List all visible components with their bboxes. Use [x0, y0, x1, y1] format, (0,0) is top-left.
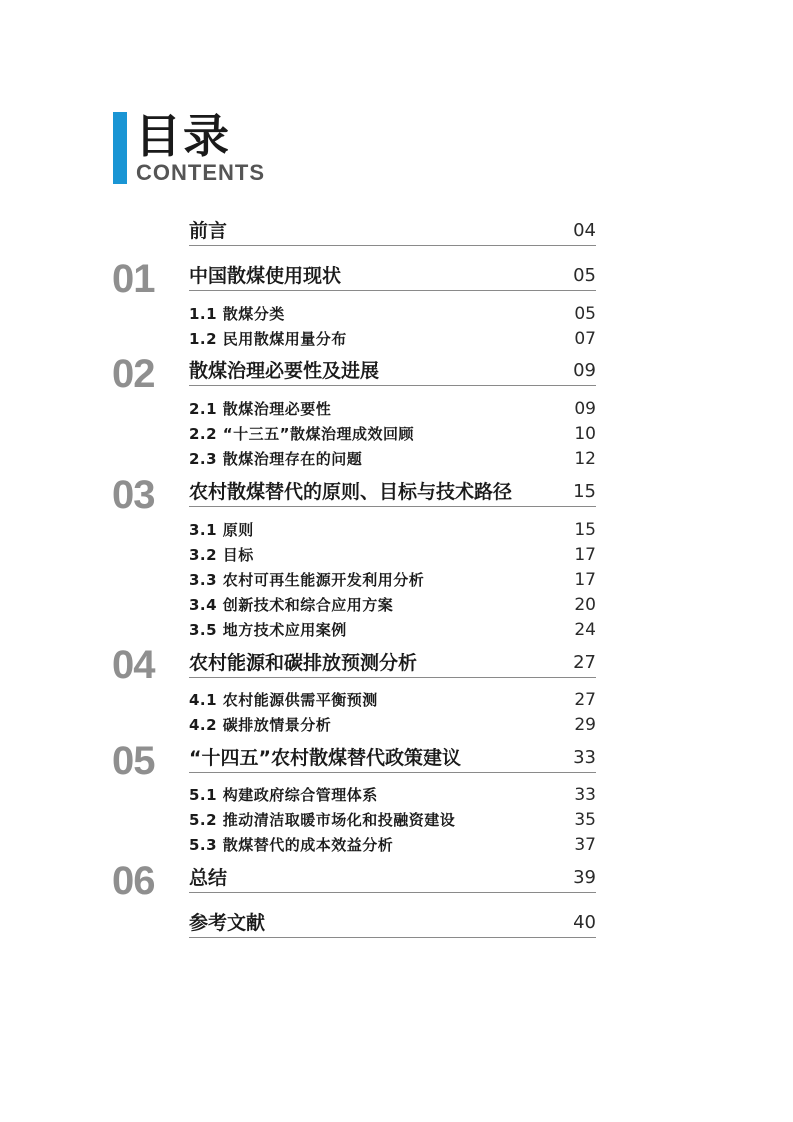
toc-section-label: 3.5 地方技术应用案例: [189, 621, 347, 639]
toc-section-label: 5.1 构建政府综合管理体系: [189, 786, 378, 804]
toc-section-label: 3.4 创新技术和综合应用方案: [189, 596, 394, 614]
toc-section-page: 12: [574, 449, 596, 469]
divider: [189, 385, 596, 386]
toc-section-page: 37: [574, 835, 596, 855]
toc-section-entry[interactable]: [189, 689, 596, 711]
toc-chapter-entry[interactable]: [189, 261, 596, 291]
chapter-number: 06: [112, 859, 155, 903]
divider: [189, 937, 596, 938]
toc-section-label: 4.2 碳排放情景分析: [189, 716, 332, 734]
toc-section-label: 2.3 散煤治理存在的问题: [189, 450, 363, 468]
toc-entry-label: 总结: [189, 867, 228, 889]
toc-entry-page: 09: [573, 360, 596, 381]
page-subtitle: CONTENTS: [136, 160, 265, 185]
toc-entry-label: 农村能源和碳排放预测分析: [189, 652, 418, 674]
toc-chapter-entry[interactable]: [189, 743, 596, 773]
toc-section-label: 3.1 原则: [189, 521, 254, 539]
divider: [189, 892, 596, 893]
toc-entry-page: 39: [573, 867, 596, 888]
toc-entry-references[interactable]: [189, 908, 596, 938]
toc-entry-page: 33: [573, 747, 596, 768]
toc-section-label: 4.1 农村能源供需平衡预测: [189, 691, 378, 709]
toc-section-entry[interactable]: [189, 398, 596, 420]
toc-section-entry[interactable]: [189, 784, 596, 806]
toc-section-page: 05: [574, 304, 596, 324]
toc-chapter-entry[interactable]: [189, 477, 596, 507]
toc-section-page: 17: [574, 570, 596, 590]
toc-section-entry[interactable]: [189, 569, 596, 591]
toc-section-label: 1.1 散煤分类: [189, 305, 285, 323]
toc-section-entry[interactable]: [189, 519, 596, 541]
toc-section-label: 2.2 “十三五”散煤治理成效回顾: [189, 425, 415, 443]
toc-section-page: 10: [574, 424, 596, 444]
toc-entry-label: 中国散煤使用现状: [189, 265, 342, 287]
toc-section-page: 27: [574, 690, 596, 710]
toc-chapter-entry[interactable]: [189, 356, 596, 386]
toc-section-label: 5.3 散煤替代的成本效益分析: [189, 836, 394, 854]
toc-section-entry[interactable]: [189, 834, 596, 856]
toc-section-page: 09: [574, 399, 596, 419]
toc-section-page: 15: [574, 520, 596, 540]
toc-section-label: 5.2 推动清洁取暖市场化和投融资建设: [189, 811, 456, 829]
toc-entry-preface[interactable]: [189, 216, 596, 246]
toc-section-page: 17: [574, 545, 596, 565]
chapter-number: 02: [112, 352, 155, 396]
page-title: 目录: [135, 109, 231, 163]
divider: [189, 506, 596, 507]
toc-entry-label: “十四五”农村散煤替代政策建议: [189, 747, 461, 769]
toc-section-entry[interactable]: [189, 423, 596, 445]
toc-section-page: 24: [574, 620, 596, 640]
toc-section-entry[interactable]: [189, 619, 596, 641]
divider: [189, 245, 596, 246]
chapter-number: 03: [112, 473, 155, 517]
divider: [189, 772, 596, 773]
chapter-number: 04: [112, 643, 155, 687]
toc-entry-page: 04: [573, 220, 596, 241]
toc-chapter-entry[interactable]: [189, 863, 596, 893]
divider: [189, 290, 596, 291]
toc-section-entry[interactable]: [189, 714, 596, 736]
toc-entry-page: 15: [573, 481, 596, 502]
divider: [189, 677, 596, 678]
toc-section-page: 29: [574, 715, 596, 735]
toc-entry-label: 参考文献: [189, 912, 266, 934]
toc-section-entry[interactable]: [189, 303, 596, 325]
toc-entry-label: 散煤治理必要性及进展: [189, 360, 380, 382]
toc-section-entry[interactable]: [189, 328, 596, 350]
toc-section-page: 35: [574, 810, 596, 830]
chapter-number: 01: [112, 257, 155, 301]
toc-section-label: 3.2 目标: [189, 546, 254, 564]
toc-section-page: 20: [574, 595, 596, 615]
toc-section-entry[interactable]: [189, 594, 596, 616]
toc-section-entry[interactable]: [189, 448, 596, 470]
toc-section-entry[interactable]: [189, 544, 596, 566]
toc-section-entry[interactable]: [189, 809, 596, 831]
toc-section-label: 1.2 民用散煤用量分布: [189, 330, 347, 348]
toc-entry-page: 40: [573, 912, 596, 933]
toc-chapter-entry[interactable]: [189, 648, 596, 678]
toc-section-page: 07: [574, 329, 596, 349]
toc-entry-page: 27: [573, 652, 596, 673]
toc-section-label: 3.3 农村可再生能源开发利用分析: [189, 571, 425, 589]
toc-section-label: 2.1 散煤治理必要性: [189, 400, 332, 418]
toc-entry-label: 前言: [189, 220, 228, 242]
chapter-number: 05: [112, 739, 155, 783]
toc-entry-page: 05: [573, 265, 596, 286]
toc-section-page: 33: [574, 785, 596, 805]
toc-entry-label: 农村散煤替代的原则、目标与技术路径: [189, 481, 513, 503]
